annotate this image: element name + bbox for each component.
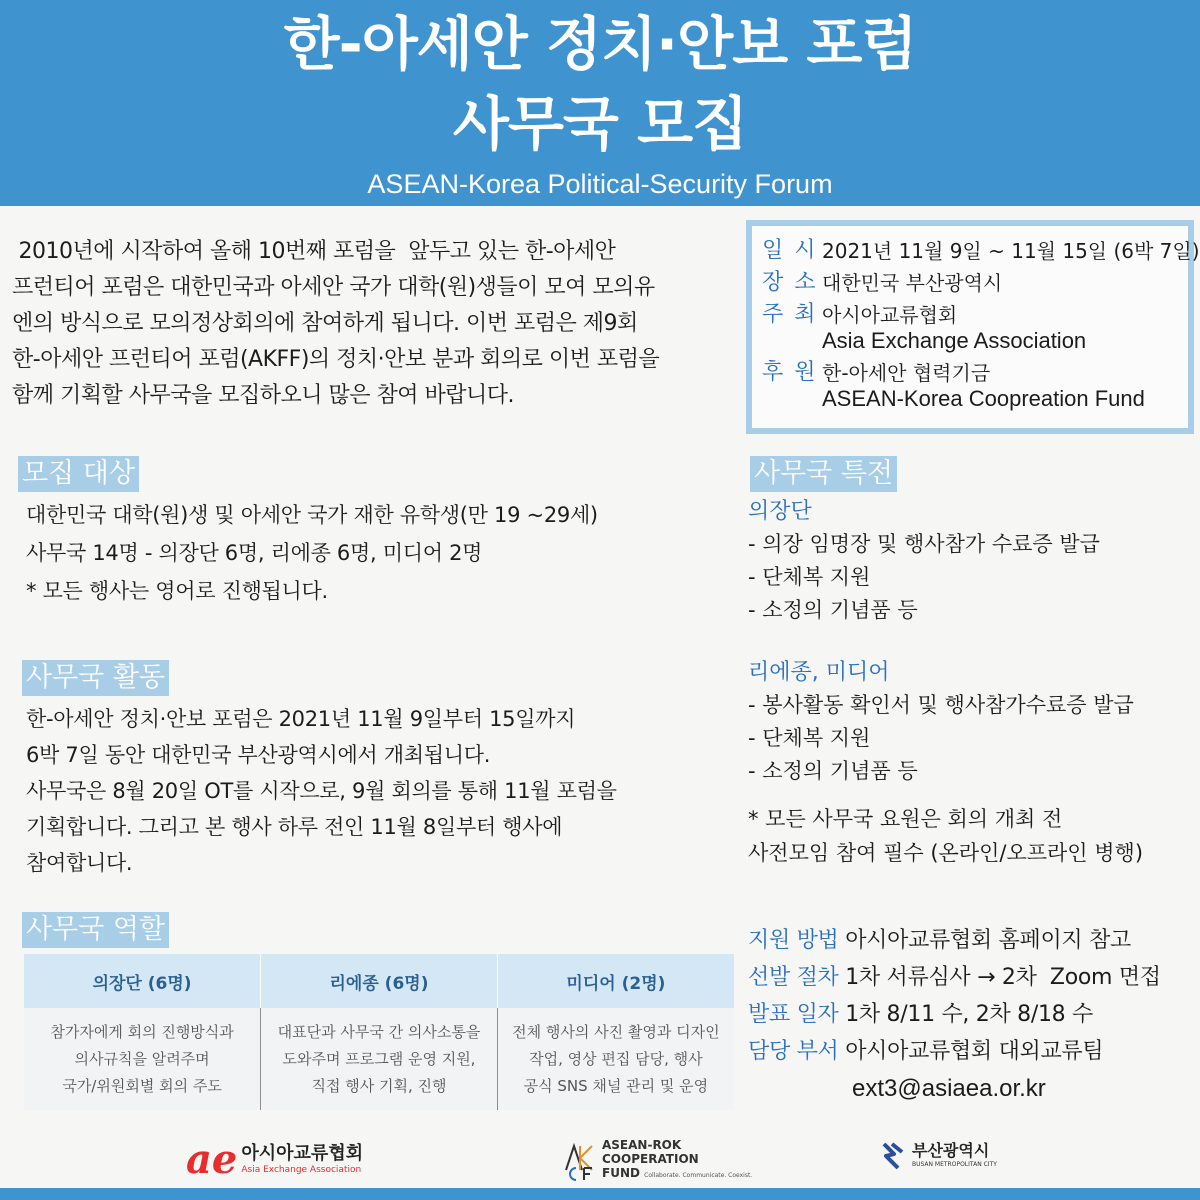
info-date-value: 2021년 11월 9일 ~ 11월 15일 (6박 7일) <box>822 239 1200 263</box>
apply-dept-row <box>748 1033 1198 1070</box>
intro-line: 프런티어 포럼은 대한민국과 아세안 국가 대학(원)생들이 모여 모의유 <box>12 275 655 300</box>
info-host-row <box>762 302 1180 354</box>
list-item: - 단체복 지원 <box>748 565 871 589</box>
footer-bar <box>0 1188 1200 1200</box>
apply-announce-row <box>748 996 1198 1033</box>
info-place-value: 대한민국 부산광역시 <box>822 271 1003 295</box>
apply-method-key: 지원 방법 <box>748 928 839 953</box>
apply-announce-value: 1차 8/11 수, 2차 8/18 수 <box>845 1002 1093 1027</box>
roles-cell-liaison <box>261 1008 498 1110</box>
activity-section-title: 사무국 활동 <box>22 660 169 696</box>
contact-email[interactable]: ext3@asiaea.or.kr <box>852 1075 1046 1102</box>
akcf-mark-icon <box>562 1140 598 1182</box>
roles-cell-line: 국가/위원회별 회의 주도 <box>62 1076 222 1095</box>
page-title-line1: 한-아세안 정치·안보 포럼 <box>283 10 917 78</box>
roles-table <box>24 954 734 1110</box>
activity-line: 사무국은 8월 20일 OT를 시작으로, 9월 회의를 통해 11월 포럼을 <box>26 779 617 803</box>
apply-announce-key: 발표 일자 <box>748 1002 839 1027</box>
asia-exchange-association-logo <box>186 1136 364 1183</box>
akcf-logo-line2: COOPERATION <box>602 1152 699 1166</box>
info-date-key: 일 시 <box>762 238 818 263</box>
roles-cell-line: 참가자에게 회의 진행방식과 <box>50 1022 234 1041</box>
benefit-note-line2: 사전모임 참여 필수 (온라인/오프라인 병행) <box>748 841 1144 865</box>
page-title-line2: 사무국 모집 <box>452 90 748 158</box>
aea-logo-name-ko: 아시아교류협회 <box>241 1143 364 1164</box>
recruit-line: * 모든 행사는 영어로 진행됩니다. <box>26 579 328 603</box>
info-date-row <box>762 238 1200 264</box>
activity-line: 한-아세안 정치·안보 포럼은 2021년 11월 9일부터 15일까지 <box>26 707 576 731</box>
info-place-key: 장 소 <box>762 270 818 295</box>
aea-logo-name-en: Asia Exchange Association <box>241 1165 362 1175</box>
busan-logo-name-en: BUSAN METROPOLITAN CITY <box>912 1161 997 1168</box>
recruit-line: 대한민국 대학(원)생 및 아세안 국가 재한 유학생(만 19 ~29세) <box>26 503 598 527</box>
apply-process-key: 선발 절차 <box>748 965 839 990</box>
roles-cell-line: 작업, 영상 편집 담당, 행사 <box>529 1049 703 1068</box>
intro-line: 한-아세안 프런티어 포럼(AKFF)의 정치·안보 분과 회의로 이번 포럼을 <box>12 347 660 372</box>
roles-cell-line: 공식 SNS 채널 관리 및 운영 <box>523 1076 709 1095</box>
roles-cell-line: 전체 행사의 사진 촬영과 디자인 <box>512 1022 720 1041</box>
apply-dept-value: 아시아교류협회 대외교류팀 <box>845 1039 1104 1064</box>
roles-section-title: 사무국 역할 <box>22 912 169 948</box>
event-info-box <box>746 220 1200 434</box>
apply-method-row <box>748 922 1198 959</box>
info-place-row <box>762 270 1180 296</box>
list-item: - 단체복 지원 <box>748 726 871 750</box>
intro-line: 2010년에 시작하여 올해 10번째 포럼을 앞두고 있는 한-아세안 <box>12 239 616 264</box>
busan-mark-icon <box>880 1140 906 1172</box>
activity-line: 기획합니다. 그리고 본 행사 하루 전인 11월 8일부터 행사에 <box>26 815 563 839</box>
intro-paragraph <box>12 234 722 414</box>
benefit-section-body <box>748 496 1193 870</box>
list-item: - 의장 임명장 및 행사참가 수료증 발급 <box>748 532 1100 556</box>
roles-cell-line: 직접 행사 기획, 진행 <box>311 1076 447 1095</box>
activity-section-body <box>26 701 617 881</box>
roles-cell-line: 대표단과 사무국 간 의사소통을 <box>277 1022 481 1041</box>
info-host-value-en: Asia Exchange Association <box>822 328 1087 353</box>
akcf-logo-tagline: Collaborate. Communicate. Coexist. <box>644 1172 753 1179</box>
roles-cell-chair <box>24 1008 261 1110</box>
info-sponsor-value-en: ASEAN-Korea Coopreation Fund <box>822 386 1145 411</box>
application-info <box>748 922 1198 1107</box>
roles-cell-media <box>497 1008 734 1110</box>
info-sponsor-value-ko: 한-아세안 협력기금 <box>822 361 991 385</box>
roles-table-header-row <box>24 954 734 1008</box>
apply-process-value: 1차 서류심사 → 2차 Zoom 면접 <box>845 965 1161 990</box>
benefit-group1-title: 의장단 <box>748 499 812 524</box>
info-sponsor-key: 후 원 <box>762 360 818 385</box>
roles-header-chair: 의장단 (6명) <box>24 954 261 1008</box>
list-item: - 소정의 기념품 등 <box>748 759 918 783</box>
info-sponsor-row <box>762 360 1180 412</box>
busan-metropolitan-city-logo <box>880 1140 997 1172</box>
activity-line: 6박 7일 동안 대한민국 부산광역시에서 개최됩니다. <box>26 743 491 767</box>
table-row <box>24 1008 734 1110</box>
asean-rok-cooperation-fund-logo <box>562 1138 752 1183</box>
aea-mark-icon: ae <box>186 1136 238 1183</box>
list-item: - 봉사활동 확인서 및 행사참가수료증 발급 <box>748 693 1134 717</box>
info-host-value-ko: 아시아교류협회 <box>822 303 958 327</box>
benefit-group2-title: 리에종, 미디어 <box>748 660 890 685</box>
akcf-logo-line3: FUND <box>602 1166 640 1180</box>
list-item: - 소정의 기념품 등 <box>748 598 918 622</box>
page-subtitle: ASEAN-Korea Political-Security Forum <box>367 169 833 199</box>
benefit-note-line1: * 모든 사무국 요원은 회의 개최 전 <box>748 807 1063 831</box>
roles-header-liaison: 리에종 (6명) <box>261 954 498 1008</box>
info-host-key: 주 최 <box>762 302 818 327</box>
akcf-logo-line1: ASEAN-ROK <box>602 1138 682 1152</box>
recruit-line: 사무국 14명 - 의장단 6명, 리에종 6명, 미디어 2명 <box>26 541 483 565</box>
intro-line: 함께 기획할 사무국을 모집하오니 많은 참여 바랍니다. <box>12 383 514 408</box>
roles-header-media: 미디어 (2명) <box>497 954 734 1008</box>
recruit-section-title: 모집 대상 <box>18 456 139 492</box>
roles-cell-line: 도와주며 프로그램 운영 지원, <box>282 1049 476 1068</box>
apply-process-row <box>748 959 1198 996</box>
activity-line: 참여합니다. <box>26 851 133 875</box>
recruit-section-body <box>26 496 598 610</box>
intro-line: 엔의 방식으로 모의정상회의에 참여하게 됩니다. 이번 포럼은 제9회 <box>12 311 638 336</box>
apply-method-value: 아시아교류협회 홈페이지 참고 <box>845 928 1131 953</box>
roles-cell-line: 의사규칙을 알려주며 <box>74 1049 210 1068</box>
busan-logo-name-ko: 부산광역시 <box>912 1141 990 1160</box>
header-banner <box>0 0 1200 206</box>
benefit-section-title: 사무국 특전 <box>750 456 897 492</box>
apply-dept-key: 담당 부서 <box>748 1039 839 1064</box>
